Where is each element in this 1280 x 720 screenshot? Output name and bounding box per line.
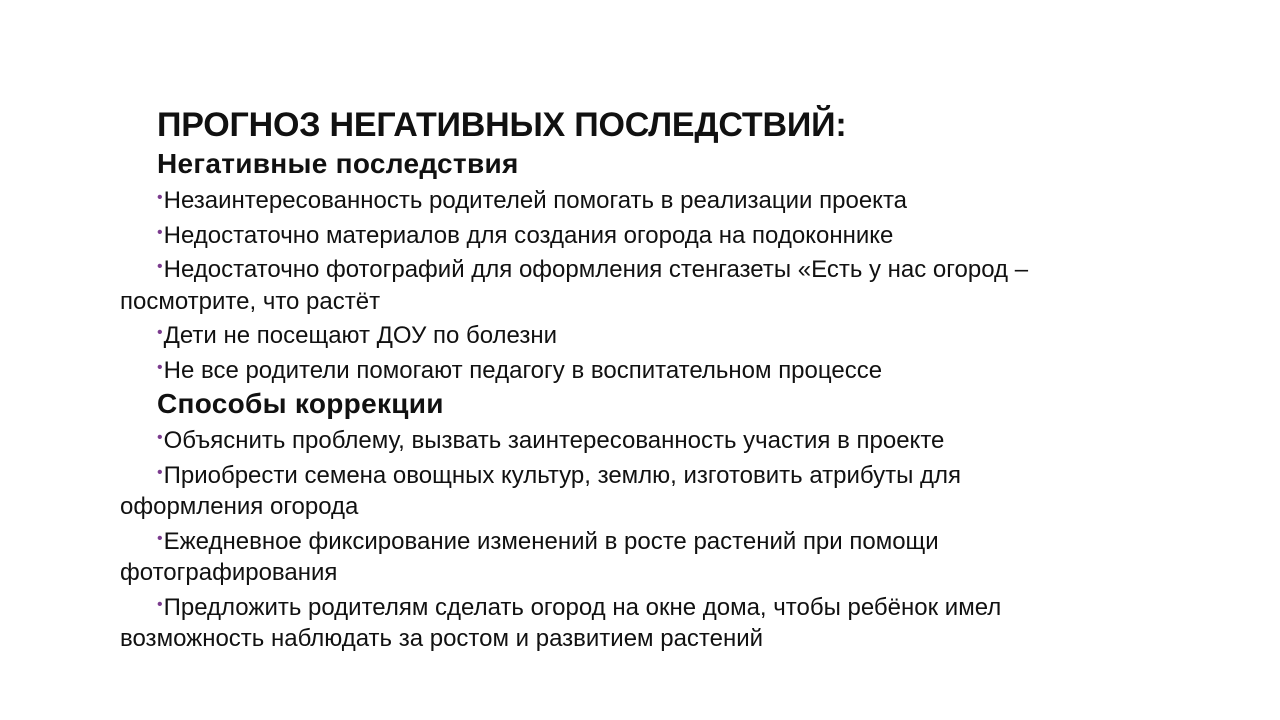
list-item-text: Предложить родителям сделать огород на окне дома, чтобы ребёнок имел возможность наблюдать за ростом и развитием растений (120, 593, 1002, 652)
bullet-icon: • (157, 223, 163, 241)
bullet-icon: • (157, 189, 163, 206)
bullet-icon: • (157, 595, 163, 613)
list-item-text: Недостаточно фотографий для оформления стенгазеты «Есть у нас огород – посмотрите, что растёт (120, 256, 1029, 315)
bullet-icon: • (157, 429, 163, 446)
list-item-text: Недостаточно материалов для создания огорода на подоконнике (163, 221, 894, 249)
list-item (120, 217, 1080, 252)
section-heading-correction-methods: Способы коррекции (157, 388, 444, 419)
list-item (120, 457, 1080, 523)
list-item-text: Объяснить проблему, вызвать заинтересованность участия в проекте (163, 427, 945, 454)
slide-title: ПРОГНОЗ НЕГАТИВНЫХ ПОСЛЕДСТВИЙ: (157, 106, 847, 144)
list-item (120, 317, 1080, 352)
bullet-icon: • (157, 529, 163, 547)
list-item-text: Незаинтересованность родителей помогать в реализации проекта (163, 187, 908, 214)
list-item (120, 523, 1080, 589)
list-item (120, 352, 1080, 387)
list-item (120, 589, 1080, 655)
list-item (120, 182, 1080, 217)
correction-methods-list (120, 422, 1080, 655)
bullet-icon: • (157, 358, 163, 376)
bullet-icon: • (157, 258, 163, 275)
negative-consequences-list (120, 182, 1080, 386)
bullet-icon: • (157, 463, 163, 481)
slide-content (120, 104, 1080, 655)
bullet-icon: • (157, 324, 163, 341)
list-item (120, 422, 1080, 457)
list-item (120, 251, 1080, 317)
list-item-text: Дети не посещают ДОУ по болезни (163, 322, 558, 349)
list-item-text: Ежедневное фиксирование изменений в росте растений при помощи фотографирования (120, 527, 939, 586)
section-heading-negative-consequences: Негативные последствия (157, 148, 519, 179)
list-item-text: Не все родители помогают педагогу в воспитательном процессе (163, 356, 883, 384)
list-item-text: Приобрести семена овощных культур, землю, изготовить атрибуты для оформления огорода (120, 461, 962, 520)
